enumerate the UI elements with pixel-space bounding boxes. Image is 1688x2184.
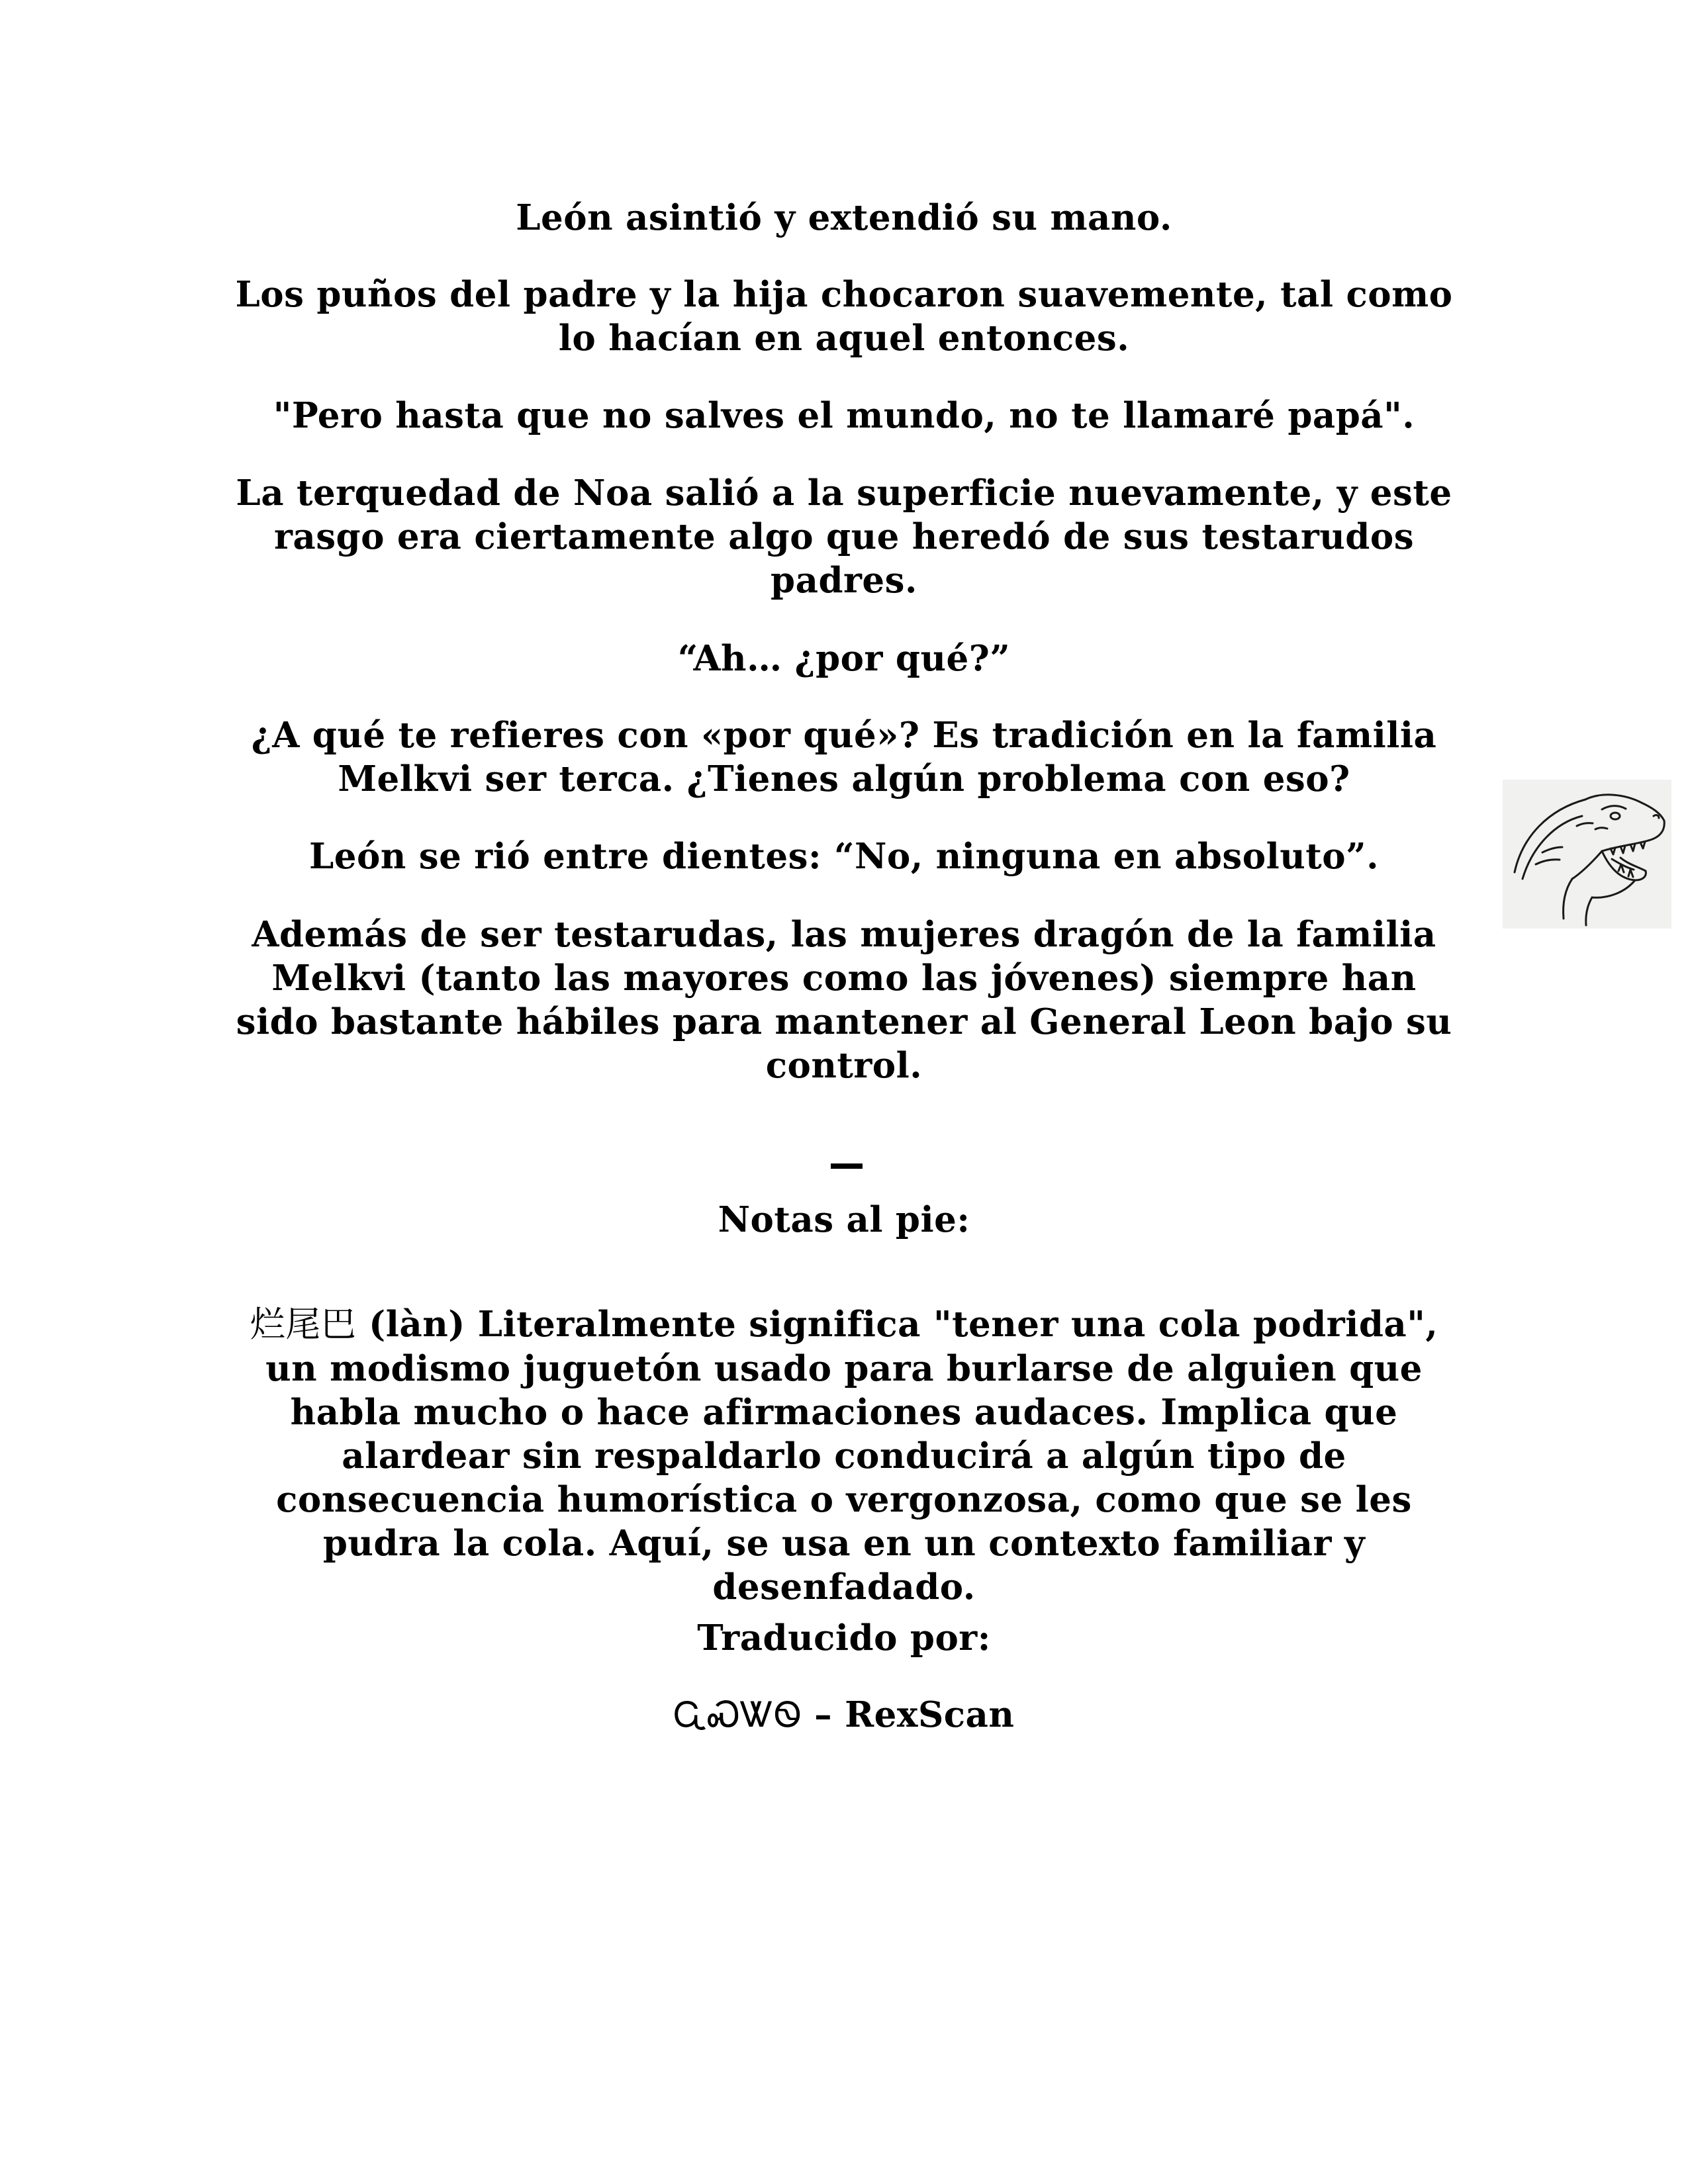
- footnote-entry: [225, 1302, 1463, 1609]
- paragraph-5: “Ah… ¿por qué?”: [677, 638, 1011, 679]
- credits-line: [225, 1693, 1463, 1737]
- t-rex-head-sketch-icon: [1503, 780, 1671, 929]
- paragraph-1: León asintió y extendió su mano.: [516, 197, 1172, 238]
- footnote-body: (làn) Literalmente significa "tener una cola podrida", un modismo juguetón usado para burlarse de alguien que habla mucho o hace afirmaciones audaces. Implica que alardear sin respaldarlo conducirá a algún tipo de consecuencia humorística o vergonzosa, como que se les pudra la cola. Aquí, se usa en un contexto familiar y desenfadado.: [265, 1304, 1438, 1608]
- paragraph-3: "Pero hasta que no salves el mundo, no te llamaré papá".: [273, 395, 1415, 436]
- document-page: [225, 0, 1463, 2184]
- group-name: – RexScan: [802, 1694, 1015, 1735]
- footnotes-heading: Notas al pie:: [718, 1199, 970, 1240]
- section-divider: [831, 1163, 863, 1169]
- translator-name: ᏩᏍᏔᏫ: [673, 1695, 802, 1735]
- paragraph-2: Los puños del padre y la hija chocaron suavemente, tal como lo hacían en aquel entonces.: [235, 274, 1453, 359]
- paragraph-6: ¿A qué te refieres con «por qué»? Es tradición en la familia Melkvi ser terca. ¿Tienes algún problema con eso?: [251, 715, 1437, 799]
- paragraph-8: Además de ser testarudas, las mujeres dragón de la familia Melkvi (tanto las mayores como las jóvenes) siempre han sido bastante hábiles para mantener al General Leon bajo su control.: [236, 914, 1452, 1086]
- paragraph-7: León se rió entre dientes: “No, ninguna en absoluto”.: [308, 836, 1380, 877]
- footnote-term: 烂尾巴: [250, 1304, 357, 1345]
- credits-label: Traducido por:: [697, 1617, 991, 1659]
- paragraph-4: La terquedad de Noa salió a la superficie nuevamente, y este rasgo era ciertamente algo que heredó de sus testarudos padres.: [236, 473, 1452, 601]
